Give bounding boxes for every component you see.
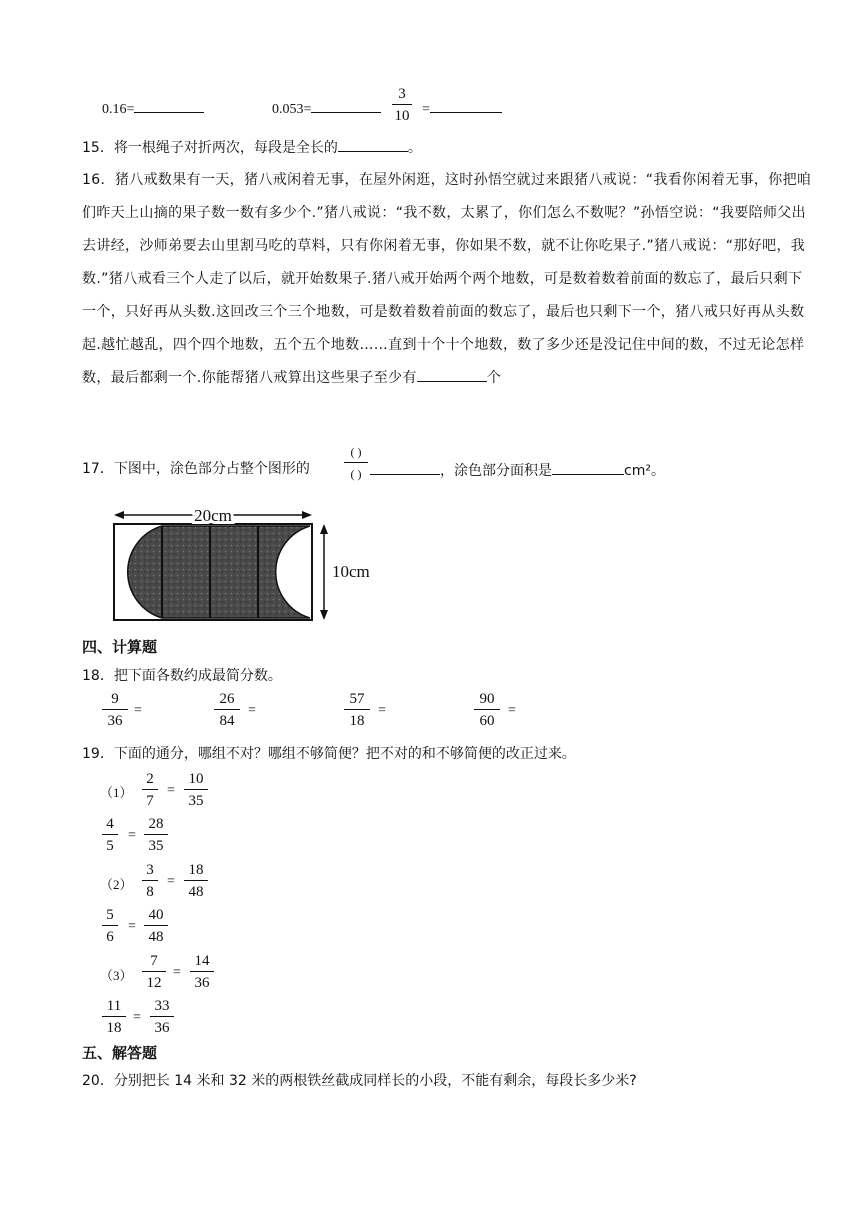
equals-sign: =	[167, 783, 175, 798]
equals-sign: =	[378, 703, 386, 718]
q16-text: 16．猪八戒数果有一天，猪八戒闲着无事，在屋外闲逛，这时孙悟空就过来跟猪八戒说：“我看你闲着无事，你把咱们昨天上山摘的果子数一数有多少个.”猪八戒说：“我不数，太累了，你们怎么不数呢？”孙悟空说：“我要陪师父出去讲经，沙师弟要去山里割马吃的草料，只有你闲着无事，你如果不数，就不让你吃果子.”猪八戒说：“那好吧，我数.”猪八戒看三个人走了以后，就开始数果子.猪八戒开始两个两个地数，可是数着数着前面的数忘了，最后只剩下一个，只好再从头数.这回改三个三个地数，可是数着数着前面的数忘了，最后也只剩下一个，猪八戒只好再从头数起.越忙越乱，四个四个地数，五个五个地数……直到十个十个地数，数了多少还是没记住中间的数，不过无论怎样数，最后都剩一个.你能帮猪八戒算出这些果子至少有	[82, 172, 812, 386]
fraction-denominator: 48	[148, 929, 164, 945]
g2-frac-d	[144, 906, 168, 946]
g2-frac-b	[184, 861, 208, 901]
fraction-denominator: 7	[146, 793, 154, 809]
q15-text: 15．将一根绳子对折两次，每段是全长的	[82, 140, 338, 156]
fraction-numerator: 33	[150, 997, 174, 1017]
q17-figure	[104, 502, 370, 624]
fraction-numerator: 9	[102, 690, 128, 710]
fraction-numerator: 18	[184, 861, 208, 881]
fraction-numerator: 26	[214, 690, 240, 710]
q14-item2	[272, 96, 381, 118]
question-16	[82, 164, 814, 395]
group-3-label: （3）	[100, 968, 133, 983]
equals-sign: =	[422, 102, 430, 117]
g1-frac-d	[144, 815, 168, 855]
equals-sign: =	[128, 919, 136, 934]
paren-numerator: ( )	[344, 443, 368, 463]
group-1-label: （1）	[100, 785, 133, 800]
q18-fraction-1	[102, 690, 128, 730]
fraction-denominator: 35	[148, 838, 164, 854]
fraction-numerator: 7	[142, 952, 166, 972]
section-4-heading: 四、计算题	[82, 638, 158, 656]
fraction-numerator: 57	[344, 690, 370, 710]
g3-frac-c	[102, 997, 126, 1037]
fraction-numerator: 3	[142, 861, 158, 881]
q14-fraction	[392, 85, 412, 125]
fraction-denominator: 35	[188, 793, 204, 809]
group-2-label: （2）	[100, 877, 133, 892]
fraction-denominator: 6	[106, 929, 114, 945]
g1-frac-a	[142, 770, 158, 810]
fraction-denominator: 36	[194, 975, 210, 991]
q17-tail	[370, 458, 665, 480]
g3-frac-a	[142, 952, 166, 992]
q16-blank[interactable]	[417, 365, 487, 382]
fraction-numerator: 90	[474, 690, 500, 710]
arrow-up-icon	[320, 524, 328, 534]
equals-sign: =	[133, 1010, 141, 1025]
fraction-denominator: 18	[349, 713, 365, 729]
fraction-denominator: 48	[188, 884, 204, 900]
equals-sign: =	[173, 965, 181, 980]
q14-item1	[102, 96, 204, 118]
q16-end: 个	[486, 370, 502, 386]
fraction-denominator: 10	[394, 108, 410, 124]
g3-frac-b	[190, 952, 214, 992]
fraction-numerator: 40	[144, 906, 168, 926]
height-label: 10cm	[332, 562, 370, 581]
g1-frac-c	[102, 815, 118, 855]
fraction-numerator: 14	[190, 952, 214, 972]
q14-blank3[interactable]	[430, 96, 502, 113]
fraction-numerator: 10	[184, 770, 208, 790]
q17-blank1[interactable]	[370, 458, 440, 475]
q14-item1-label: 0.16=	[102, 102, 135, 117]
fraction-numerator: 5	[102, 906, 118, 926]
equals-sign: =	[508, 703, 516, 718]
q14-blank2[interactable]	[311, 96, 381, 113]
g1-frac-b	[184, 770, 208, 810]
section-5-heading: 五、解答题	[82, 1044, 158, 1062]
q17-paren-fraction	[344, 443, 368, 483]
equals-sign: =	[248, 703, 256, 718]
fraction-numerator: 28	[144, 815, 168, 835]
fraction-numerator: 4	[102, 815, 118, 835]
question-17	[82, 458, 310, 478]
fraction-numerator: 11	[102, 997, 126, 1017]
g2-frac-c	[102, 906, 118, 946]
q15-blank[interactable]	[338, 135, 408, 152]
fraction-denominator: 5	[106, 838, 114, 854]
equals-sign: =	[134, 703, 142, 718]
fraction-denominator: 36	[154, 1020, 170, 1036]
arrow-right-icon	[302, 511, 312, 519]
arrow-left-icon	[114, 511, 124, 519]
q18-fraction-3	[344, 690, 370, 730]
g3-frac-d	[150, 997, 174, 1037]
q14-item2-label: 0.053=	[272, 102, 312, 117]
q17-text: 17．下图中，涂色部分占整个图形的	[82, 461, 310, 477]
width-label: 20cm	[194, 506, 232, 525]
paren-denominator: ( )	[350, 467, 362, 481]
fraction-denominator: 36	[107, 713, 123, 729]
question-18: 18．把下面各数约成最简分数。	[82, 668, 282, 684]
fraction-numerator: 2	[142, 770, 158, 790]
g2-frac-a	[142, 861, 158, 901]
question-15	[82, 135, 422, 157]
fraction-numerator: 3	[392, 85, 412, 105]
q18-fraction-4	[474, 690, 500, 730]
fraction-denominator: 12	[146, 975, 162, 991]
equals-sign: =	[128, 828, 136, 843]
q17-unit: cm²。	[624, 463, 665, 479]
fraction-denominator: 84	[219, 713, 235, 729]
q14-item3	[422, 96, 502, 118]
q14-blank1[interactable]	[134, 96, 204, 113]
arrow-down-icon	[320, 610, 328, 620]
question-20: 20．分别把长 14 米和 32 米的两根铁丝截成同样长的小段，不能有剩余，每段长多少米?	[82, 1073, 637, 1089]
q17-blank2[interactable]	[552, 458, 624, 475]
q17-mid: ，涂色部分面积是	[440, 463, 552, 479]
q15-end: 。	[407, 140, 422, 156]
equals-sign: =	[167, 874, 175, 889]
fraction-denominator: 18	[106, 1020, 122, 1036]
fraction-denominator: 60	[479, 713, 495, 729]
question-19: 19．下面的通分，哪组不对？哪组不够简便？把不对的和不够简便的改正过来。	[82, 746, 576, 762]
fraction-denominator: 8	[146, 884, 154, 900]
q18-fraction-2	[214, 690, 240, 730]
